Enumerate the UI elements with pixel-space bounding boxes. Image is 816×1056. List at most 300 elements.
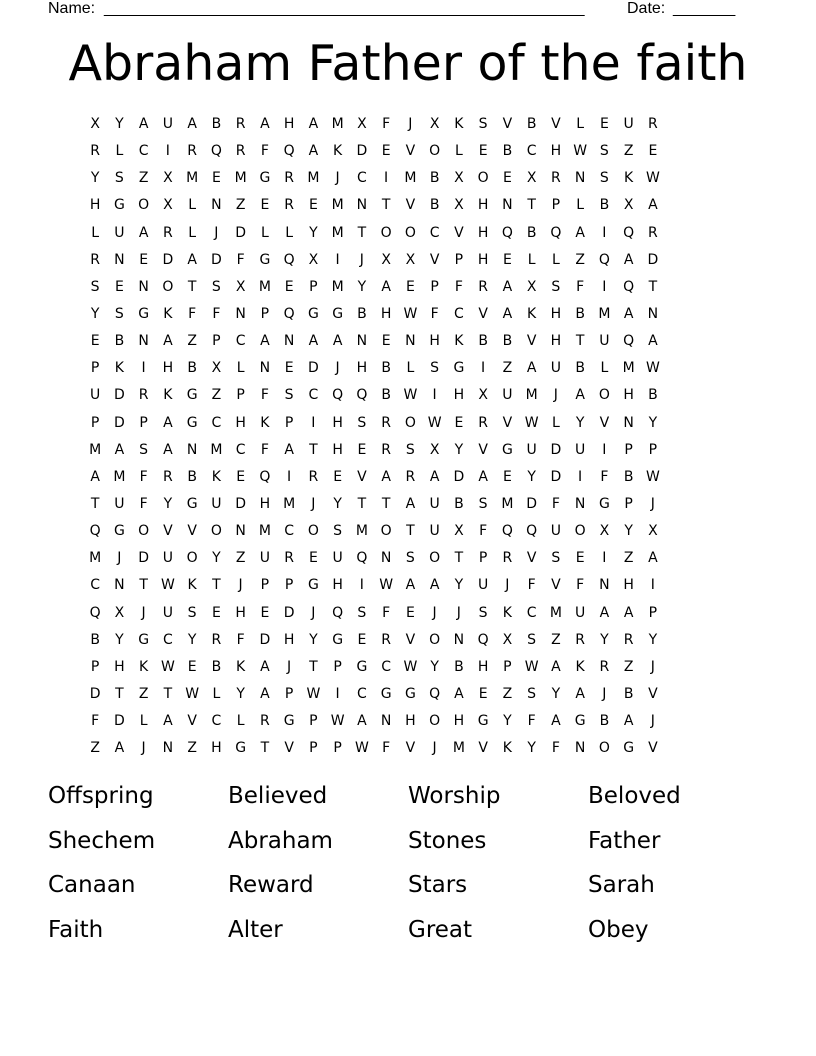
grid-letter: P bbox=[139, 414, 148, 431]
grid-letter: U bbox=[599, 333, 610, 350]
grid-letter: A bbox=[260, 333, 270, 350]
grid-letter: K bbox=[260, 414, 270, 431]
grid-letter: M bbox=[283, 495, 296, 512]
grid-letter: C bbox=[526, 604, 537, 621]
grid-letter: G bbox=[235, 740, 247, 757]
grid-letter: G bbox=[332, 305, 344, 322]
grid-letter: R bbox=[260, 713, 270, 730]
grid-letter: U bbox=[90, 387, 101, 404]
grid-letter: F bbox=[454, 278, 463, 295]
grid-letter: L bbox=[139, 713, 148, 730]
grid-letter: H bbox=[332, 577, 343, 594]
grid-letter: Q bbox=[89, 604, 101, 621]
grid-letter: Q bbox=[598, 251, 610, 268]
grid-letter: H bbox=[453, 713, 465, 730]
grid-letter: M bbox=[452, 740, 465, 757]
grid-letter: F bbox=[382, 116, 391, 132]
grid-letter: F bbox=[551, 495, 560, 512]
grid-letter: X bbox=[478, 387, 488, 404]
grid-row bbox=[83, 518, 743, 545]
grid-letter: E bbox=[139, 251, 149, 268]
grid-letter: B bbox=[454, 658, 464, 675]
grid-letter: F bbox=[260, 387, 269, 404]
grid-letter: M bbox=[186, 170, 199, 187]
grid-letter: F bbox=[382, 604, 391, 621]
grid-letter: N bbox=[380, 713, 392, 730]
grid-letter: U bbox=[114, 224, 125, 241]
grid-letter: W bbox=[330, 713, 345, 730]
grid-letter: A bbox=[454, 685, 464, 702]
grid-letter: V bbox=[648, 740, 658, 757]
grid-letter: Y bbox=[575, 414, 585, 431]
grid-letter: O bbox=[380, 523, 392, 540]
grid-letter: E bbox=[236, 468, 246, 485]
grid-letter: Y bbox=[309, 631, 318, 648]
grid-letter: B bbox=[502, 333, 513, 350]
grid-letter: X bbox=[599, 523, 610, 540]
grid-letter: G bbox=[259, 251, 271, 268]
grid-letter: P bbox=[478, 550, 488, 567]
word-list-item: Beloved bbox=[588, 783, 681, 809]
grid-row bbox=[83, 220, 743, 247]
grid-letter: E bbox=[405, 278, 415, 295]
grid-letter: H bbox=[405, 713, 416, 730]
grid-letter: G bbox=[574, 713, 586, 730]
grid-letter: E bbox=[260, 604, 270, 621]
grid-letter: R bbox=[405, 468, 416, 485]
grid-letter: Q bbox=[259, 468, 271, 485]
grid-letter: Y bbox=[454, 441, 464, 458]
grid-letter: D bbox=[550, 441, 562, 458]
grid-letter: R bbox=[575, 631, 585, 648]
grid-letter: Z bbox=[138, 685, 149, 702]
grid-letter: G bbox=[307, 305, 319, 322]
grid-letter: L bbox=[576, 116, 585, 132]
grid-row bbox=[83, 545, 743, 572]
grid-letter: B bbox=[526, 116, 537, 132]
grid-letter: B bbox=[90, 631, 100, 648]
grid-letter: T bbox=[527, 197, 536, 214]
grid-letter: M bbox=[307, 170, 320, 187]
grid-letter: T bbox=[90, 495, 100, 512]
grid-letter: W bbox=[403, 658, 418, 675]
grid-letter: P bbox=[309, 740, 318, 757]
grid-letter: V bbox=[526, 550, 537, 567]
grid-letter: I bbox=[165, 143, 170, 160]
grid-letter: O bbox=[380, 224, 392, 241]
grid-letter: X bbox=[648, 523, 658, 540]
grid-letter: U bbox=[575, 441, 586, 458]
grid-letter: C bbox=[235, 441, 246, 458]
grid-row bbox=[83, 708, 743, 735]
grid-letter: H bbox=[380, 305, 392, 322]
grid-letter: S bbox=[187, 604, 197, 621]
grid-letter: S bbox=[599, 170, 609, 187]
grid-letter: J bbox=[141, 604, 146, 621]
grid-letter: R bbox=[623, 631, 634, 648]
grid-letter: A bbox=[308, 143, 319, 160]
grid-letter: I bbox=[335, 685, 340, 702]
grid-letter: G bbox=[356, 658, 368, 675]
grid-letter: D bbox=[453, 468, 465, 485]
grid-letter: P bbox=[90, 658, 100, 675]
grid-letter: A bbox=[648, 333, 658, 350]
grid-letter: O bbox=[162, 278, 174, 295]
grid-letter: A bbox=[599, 604, 610, 621]
grid-letter: U bbox=[478, 577, 489, 594]
grid-letter: M bbox=[89, 550, 102, 567]
grid-letter: O bbox=[429, 550, 441, 567]
grid-letter: D bbox=[89, 685, 101, 702]
grid-letter: S bbox=[333, 523, 343, 540]
grid-letter: G bbox=[186, 495, 198, 512]
grid-letter: Y bbox=[600, 631, 609, 648]
word-list-item: Stars bbox=[408, 872, 468, 898]
grid-letter: T bbox=[187, 278, 197, 295]
grid-letter: V bbox=[478, 740, 488, 757]
grid-row bbox=[83, 165, 743, 192]
grid-letter: F bbox=[382, 740, 391, 757]
grid-letter: B bbox=[429, 197, 440, 214]
grid-letter: J bbox=[311, 495, 316, 512]
grid-letter: L bbox=[285, 224, 294, 241]
grid-letter: O bbox=[138, 523, 150, 540]
grid-letter: Q bbox=[356, 387, 368, 404]
grid-letter: A bbox=[90, 468, 100, 485]
grid-letter: M bbox=[331, 116, 344, 132]
grid-letter: J bbox=[432, 740, 437, 757]
grid-letter: C bbox=[284, 523, 295, 540]
grid-letter: Q bbox=[550, 224, 562, 241]
grid-letter: A bbox=[429, 577, 440, 594]
grid-letter: A bbox=[623, 305, 634, 322]
grid-letter: V bbox=[163, 523, 173, 540]
grid-letter: F bbox=[139, 468, 148, 485]
grid-letter: R bbox=[599, 658, 610, 675]
grid-letter: G bbox=[477, 713, 489, 730]
grid-letter: J bbox=[408, 116, 413, 132]
grid-letter: Z bbox=[551, 631, 561, 648]
grid-letter: E bbox=[284, 278, 294, 295]
grid-row bbox=[83, 627, 743, 654]
word-list-item: Faith bbox=[48, 916, 104, 943]
grid-letter: M bbox=[404, 170, 417, 187]
grid-letter: B bbox=[575, 305, 585, 322]
grid-letter: F bbox=[139, 495, 148, 512]
grid-letter: M bbox=[258, 523, 271, 540]
grid-letter: M bbox=[331, 278, 344, 295]
grid-letter: R bbox=[308, 468, 319, 485]
grid-letter: G bbox=[332, 631, 344, 648]
grid-row bbox=[83, 491, 743, 518]
grid-letter: J bbox=[650, 495, 655, 512]
grid-letter: K bbox=[163, 305, 173, 322]
grid-letter: A bbox=[405, 495, 416, 512]
grid-letter: H bbox=[477, 251, 489, 268]
grid-letter: R bbox=[478, 278, 488, 295]
grid-letter: E bbox=[333, 468, 343, 485]
word-list-item: Obey bbox=[588, 916, 649, 943]
grid-letter: A bbox=[138, 224, 149, 241]
grid-letter: T bbox=[381, 197, 391, 214]
grid-letter: A bbox=[502, 278, 513, 295]
grid-letter: R bbox=[90, 251, 100, 268]
grid-letter: N bbox=[647, 305, 659, 322]
grid-letter: S bbox=[357, 604, 367, 621]
grid-letter: A bbox=[405, 577, 416, 594]
grid-letter: U bbox=[211, 495, 222, 512]
grid-row bbox=[83, 410, 743, 437]
grid-letter: Y bbox=[551, 685, 561, 702]
grid-letter: F bbox=[236, 631, 245, 648]
grid-row bbox=[83, 572, 743, 599]
grid-letter: A bbox=[163, 333, 173, 350]
grid-letter: S bbox=[405, 550, 415, 567]
grid-letter: A bbox=[260, 685, 270, 702]
header-line bbox=[48, 0, 748, 18]
grid-letter: P bbox=[284, 414, 294, 431]
grid-letter: J bbox=[359, 251, 364, 268]
grid-letter: H bbox=[332, 441, 343, 458]
grid-letter: S bbox=[551, 278, 561, 295]
grid-letter: Z bbox=[187, 333, 197, 350]
grid-letter: X bbox=[163, 170, 173, 187]
grid-letter: E bbox=[357, 631, 367, 648]
grid-letter: E bbox=[502, 251, 512, 268]
grid-letter: H bbox=[162, 360, 174, 377]
grid-letter: T bbox=[309, 658, 318, 675]
grid-letter: J bbox=[335, 170, 340, 187]
grid-letter: U bbox=[162, 116, 173, 132]
grid-letter: H bbox=[211, 740, 222, 757]
grid-letter: B bbox=[648, 387, 658, 404]
grid-letter: O bbox=[186, 550, 198, 567]
grid-letter: V bbox=[405, 197, 416, 214]
grid-row bbox=[83, 301, 743, 328]
grid-row bbox=[83, 247, 743, 274]
grid-letter: L bbox=[527, 251, 536, 268]
grid-letter: Q bbox=[332, 604, 344, 621]
grid-letter: P bbox=[284, 577, 294, 594]
grid-row bbox=[83, 464, 743, 491]
grid-letter: K bbox=[211, 468, 221, 485]
grid-letter: V bbox=[454, 224, 464, 241]
grid-letter: J bbox=[141, 740, 146, 757]
grid-row bbox=[83, 681, 743, 708]
word-list-row bbox=[48, 823, 788, 868]
grid-letter: W bbox=[645, 360, 660, 377]
grid-letter: Y bbox=[309, 224, 318, 241]
grid-letter: S bbox=[405, 441, 415, 458]
grid-letter: H bbox=[477, 224, 489, 241]
grid-row bbox=[83, 654, 743, 681]
grid-row bbox=[83, 192, 743, 219]
grid-letter: F bbox=[260, 143, 269, 160]
grid-letter: K bbox=[163, 387, 173, 404]
grid-letter: P bbox=[551, 197, 561, 214]
grid-letter: U bbox=[575, 604, 586, 621]
grid-letter: Q bbox=[477, 631, 489, 648]
grid-letter: L bbox=[576, 197, 585, 214]
grid-letter: Y bbox=[357, 278, 367, 295]
grid-letter: T bbox=[357, 495, 367, 512]
grid-letter: G bbox=[307, 577, 319, 594]
grid-letter: G bbox=[501, 441, 513, 458]
grid-letter: D bbox=[162, 251, 174, 268]
grid-letter: R bbox=[381, 414, 391, 431]
grid-letter: B bbox=[526, 224, 537, 241]
grid-letter: E bbox=[211, 604, 221, 621]
grid-letter: L bbox=[600, 360, 609, 377]
grid-letter: N bbox=[356, 333, 368, 350]
grid-letter: F bbox=[551, 740, 560, 757]
grid-letter: D bbox=[259, 631, 271, 648]
word-list-item: Canaan bbox=[48, 872, 136, 898]
grid-letter: L bbox=[236, 360, 245, 377]
grid-letter: S bbox=[211, 278, 221, 295]
grid-letter: H bbox=[235, 604, 246, 621]
grid-letter: I bbox=[359, 577, 364, 594]
grid-letter: K bbox=[502, 604, 512, 621]
grid-letter: E bbox=[478, 685, 488, 702]
grid-letter: B bbox=[187, 468, 197, 485]
grid-letter: G bbox=[113, 523, 125, 540]
grid-letter: G bbox=[283, 713, 295, 730]
grid-letter: H bbox=[453, 387, 465, 404]
grid-letter: W bbox=[185, 685, 200, 702]
grid-letter: X bbox=[381, 251, 391, 268]
grid-letter: R bbox=[211, 631, 222, 648]
grid-row bbox=[83, 437, 743, 464]
grid-letter: Z bbox=[502, 360, 513, 377]
grid-letter: O bbox=[429, 713, 441, 730]
grid-letter: A bbox=[502, 305, 513, 322]
grid-letter: J bbox=[650, 658, 655, 675]
grid-letter: I bbox=[141, 360, 146, 377]
grid-letter: I bbox=[650, 577, 655, 594]
grid-letter: W bbox=[160, 577, 175, 594]
grid-letter: D bbox=[235, 495, 247, 512]
grid-letter: N bbox=[453, 631, 465, 648]
grid-letter: U bbox=[502, 387, 513, 404]
grid-letter: I bbox=[481, 360, 486, 377]
grid-letter: A bbox=[308, 333, 319, 350]
grid-letter: D bbox=[113, 713, 125, 730]
grid-letter: Y bbox=[430, 658, 439, 675]
grid-letter: X bbox=[308, 251, 319, 268]
grid-letter: P bbox=[260, 577, 270, 594]
grid-letter: X bbox=[357, 116, 367, 132]
grid-letter: J bbox=[311, 604, 316, 621]
grid-letter: Z bbox=[623, 658, 634, 675]
grid-letter: Z bbox=[235, 550, 246, 567]
grid-letter: S bbox=[599, 143, 609, 160]
grid-letter: Y bbox=[454, 577, 464, 594]
grid-letter: V bbox=[502, 414, 513, 431]
grid-letter: H bbox=[283, 631, 295, 648]
grid-letter: C bbox=[453, 305, 464, 322]
grid-letter: K bbox=[236, 658, 246, 675]
grid-letter: A bbox=[260, 658, 270, 675]
grid-letter: P bbox=[624, 441, 633, 458]
grid-letter: J bbox=[287, 658, 292, 675]
grid-letter: W bbox=[573, 143, 588, 160]
grid-letter: A bbox=[575, 224, 585, 241]
grid-letter: G bbox=[598, 495, 610, 512]
grid-letter: J bbox=[117, 550, 122, 567]
grid-letter: T bbox=[163, 685, 173, 702]
date-blank-line: _______ bbox=[673, 0, 736, 17]
grid-letter: R bbox=[187, 143, 197, 160]
grid-letter: G bbox=[138, 305, 150, 322]
grid-letter: E bbox=[478, 143, 488, 160]
grid-letter: U bbox=[162, 550, 173, 567]
grid-letter: Y bbox=[236, 685, 245, 702]
grid-letter: C bbox=[356, 685, 367, 702]
grid-letter: O bbox=[574, 523, 586, 540]
grid-letter: M bbox=[622, 360, 635, 377]
grid-letter: A bbox=[478, 468, 488, 485]
grid-letter: V bbox=[599, 414, 610, 431]
grid-letter: Q bbox=[429, 685, 441, 702]
grid-letter: P bbox=[236, 387, 245, 404]
grid-letter: J bbox=[602, 685, 607, 702]
word-list-item: Father bbox=[588, 827, 661, 854]
grid-letter: A bbox=[381, 468, 391, 485]
grid-letter: X bbox=[405, 251, 416, 268]
grid-letter: L bbox=[212, 685, 221, 702]
grid-letter: Y bbox=[163, 495, 173, 512]
grid-letter: H bbox=[623, 387, 634, 404]
grid-letter: A bbox=[381, 278, 391, 295]
grid-letter: A bbox=[551, 658, 561, 675]
grid-letter: U bbox=[550, 360, 561, 377]
grid-letter: E bbox=[357, 441, 367, 458]
grid-letter: Q bbox=[501, 523, 513, 540]
grid-letter: K bbox=[454, 116, 464, 132]
grid-letter: V bbox=[478, 441, 488, 458]
grid-letter: B bbox=[381, 387, 391, 404]
grid-letter: K bbox=[527, 305, 537, 322]
grid-letter: S bbox=[90, 278, 100, 295]
grid-letter: S bbox=[139, 441, 149, 458]
grid-letter: Q bbox=[332, 387, 344, 404]
grid-letter: L bbox=[260, 224, 269, 241]
grid-letter: E bbox=[405, 604, 415, 621]
grid-letter: Z bbox=[187, 740, 197, 757]
grid-letter: G bbox=[186, 414, 198, 431]
word-list-item: Worship bbox=[408, 783, 501, 809]
grid-letter: V bbox=[429, 251, 440, 268]
grid-letter: M bbox=[331, 224, 344, 241]
grid-letter: X bbox=[429, 116, 440, 132]
grid-letter: G bbox=[623, 740, 635, 757]
grid-letter: A bbox=[623, 713, 634, 730]
grid-letter: F bbox=[91, 713, 100, 730]
grid-letter: P bbox=[333, 658, 342, 675]
grid-letter: Q bbox=[283, 143, 295, 160]
grid-letter: A bbox=[187, 116, 197, 132]
grid-letter: F bbox=[212, 305, 221, 322]
date-label: Date: bbox=[627, 0, 666, 17]
word-list-item: Reward bbox=[228, 872, 314, 898]
grid-letter: N bbox=[574, 170, 586, 187]
grid-letter: L bbox=[115, 143, 124, 160]
grid-letter: X bbox=[235, 278, 246, 295]
grid-letter: T bbox=[260, 740, 270, 757]
grid-letter: K bbox=[454, 333, 464, 350]
grid-letter: W bbox=[354, 740, 369, 757]
